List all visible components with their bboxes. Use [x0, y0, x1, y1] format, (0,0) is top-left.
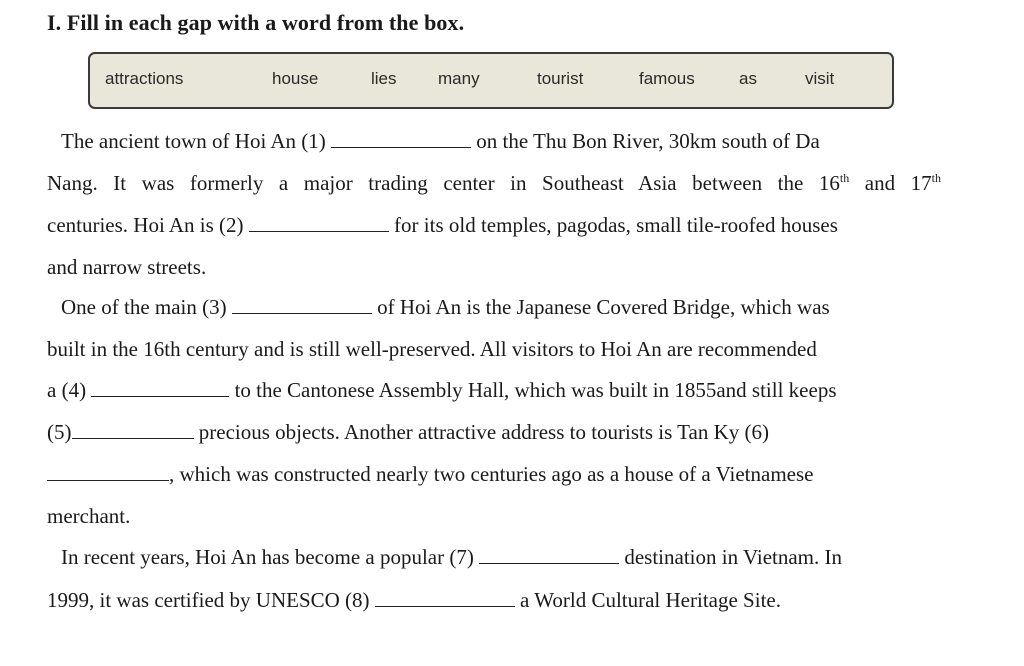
word-option: tourist: [537, 69, 584, 88]
gap-1[interactable]: [331, 129, 471, 148]
passage-line: [47, 128, 941, 154]
passage-line: [47, 587, 941, 613]
passage-line: [47, 503, 941, 529]
passage-line: [47, 254, 941, 280]
passage-text: merchant.: [47, 504, 131, 528]
passage-text: on the Thu Bon River, 30km south of Da: [476, 129, 820, 153]
gap-2[interactable]: [249, 213, 389, 232]
gap-4[interactable]: [91, 378, 229, 397]
passage-line: [47, 419, 941, 445]
passage-line: [47, 377, 941, 403]
passage-text: 1999, it was certified by UNESCO (8): [47, 588, 370, 612]
word-option: as: [739, 69, 757, 88]
word-option: many: [438, 69, 480, 88]
word-option: attractions: [105, 69, 184, 88]
exercise-heading: I. Fill in each gap with a word from the box.: [47, 10, 465, 35]
passage-text: centuries. Hoi An is (2): [47, 213, 244, 237]
passage-line: [47, 336, 941, 362]
superscript: th: [839, 171, 850, 185]
passage-line: [47, 461, 941, 487]
passage-text: of Hoi An is the Japanese Covered Bridge, which was: [377, 295, 830, 319]
passage-text: Nang. It was formerly a major trading center in Southeast Asia between the 16: [47, 171, 840, 195]
passage-text: One of the main (3): [61, 295, 227, 319]
word-option: lies: [371, 69, 397, 88]
passage-text: a World Cultural Heritage Site.: [520, 588, 781, 612]
gap-5[interactable]: [72, 420, 194, 439]
passage-line: [47, 544, 941, 570]
gap-8[interactable]: [375, 588, 515, 607]
passage-text: precious objects. Another attractive address to tourists is Tan Ky (6): [198, 420, 770, 444]
passage-text: In recent years, Hoi An has become a popular (7): [61, 545, 474, 569]
gap-6[interactable]: [47, 462, 169, 481]
passage-line: [47, 294, 941, 320]
word-option: visit: [805, 69, 835, 88]
passage-text: destination in Vietnam. In: [624, 545, 842, 569]
passage-text: and 17: [849, 171, 932, 195]
passage-text: for its old temples, pagodas, small tile-roofed houses: [394, 213, 838, 237]
passage-text: The ancient town of Hoi An (1): [61, 129, 326, 153]
passage-text: and narrow streets.: [47, 255, 207, 279]
word-option: famous: [639, 69, 695, 88]
passage-text: built in the 16th century and is still well-preserved. All visitors to Hoi An are recommended: [47, 337, 817, 361]
passage-text: a (4): [47, 378, 87, 402]
passage-line: [47, 212, 941, 238]
gap-3[interactable]: [232, 295, 372, 314]
passage-line: [47, 170, 941, 196]
superscript: th: [931, 171, 942, 185]
passage-text: , which was constructed nearly two centuries ago as a house of a Vietnamese: [169, 462, 814, 486]
word-box: [88, 52, 894, 109]
word-option: house: [272, 69, 319, 88]
gap-7[interactable]: [479, 545, 619, 564]
passage-text: to the Cantonese Assembly Hall, which was built in 1855and still keeps: [234, 378, 837, 402]
passage-text: (5): [47, 420, 72, 444]
